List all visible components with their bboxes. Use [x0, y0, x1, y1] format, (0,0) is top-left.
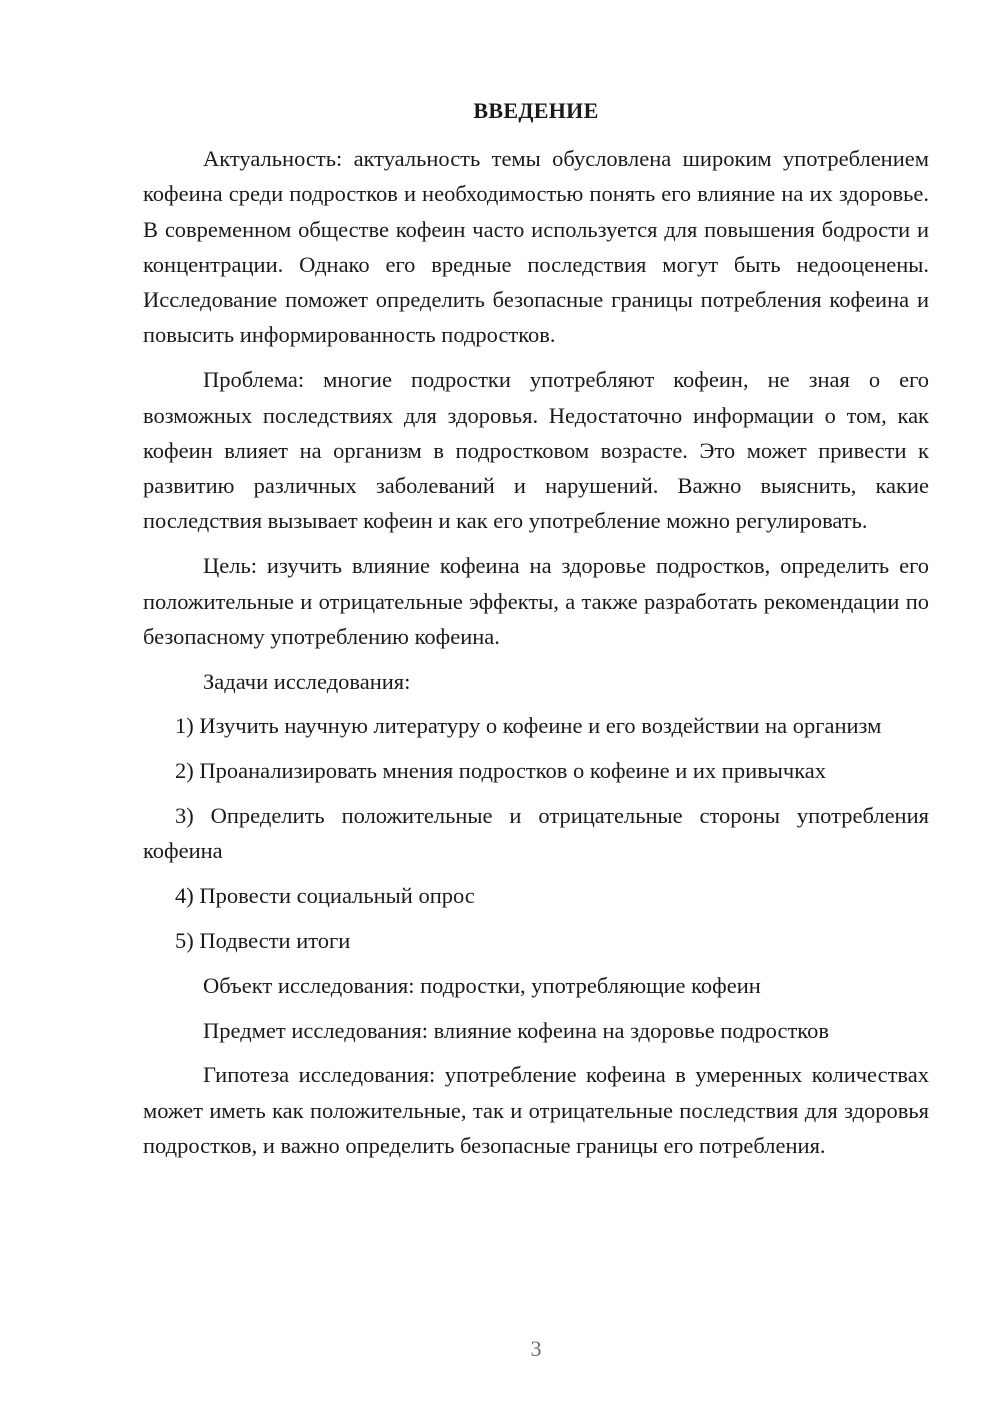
task-item-3: 3) Определить положительные и отрицательные стороны употребления кофеина: [143, 803, 929, 864]
problem-paragraph: Проблема: многие подростки употребляют кофеин, не зная о его возможных последствиях для здоровья. Недостаточно информации о том, как кофеин влияет на организм в подростковом возрасте. Это может привести к развитию различных заболеваний и нарушений. Важно выяснить, какие последствия вызывает кофеин и как его употребление можно регулировать.: [143, 367, 929, 534]
goal-paragraph: Цель: изучить влияние кофеина на здоровье подростков, определить его положительные и отрицательные эффекты, а также разработать рекомендации по безопасному употреблению кофеина.: [143, 553, 929, 649]
page-number: 3: [530, 1336, 542, 1361]
tasks-heading: Задачи исследования:: [203, 668, 411, 694]
object-paragraph: Объект исследования: подростки, употребляющие кофеин: [203, 972, 761, 998]
task-item-1: 1) Изучить научную литературу о кофеине и его воздействии на организм: [175, 713, 882, 739]
document-body: [143, 141, 929, 1173]
task-item-4: 4) Провести социальный опрос: [175, 883, 475, 909]
document-title: ВВЕДЕНИЕ: [473, 98, 599, 123]
task-item-5: 5) Подвести итоги: [175, 927, 351, 953]
hypothesis-paragraph: Гипотеза исследования: употребление кофеина в умеренных количествах может иметь как положительные, так и отрицательные последствия для здоровья подростков, и важно определить безопасные границы его потребления.: [143, 1062, 929, 1158]
relevance-paragraph: Актуальность: актуальность темы обусловлена широким употреблением кофеина среди подростков и необходимостью понять его влияние на их здоровье. В современном обществе кофеин часто используется для повышения бодрости и концентрации. Однако его вредные последствия могут быть недооценены. Исследование поможет определить безопасные границы потребления кофеина и повысить информированность подростков.: [143, 146, 929, 348]
subject-paragraph: Предмет исследования: влияние кофеина на здоровье подростков: [203, 1017, 829, 1043]
task-item-2: 2) Проанализировать мнения подростков о кофеине и их привычках: [175, 758, 827, 784]
